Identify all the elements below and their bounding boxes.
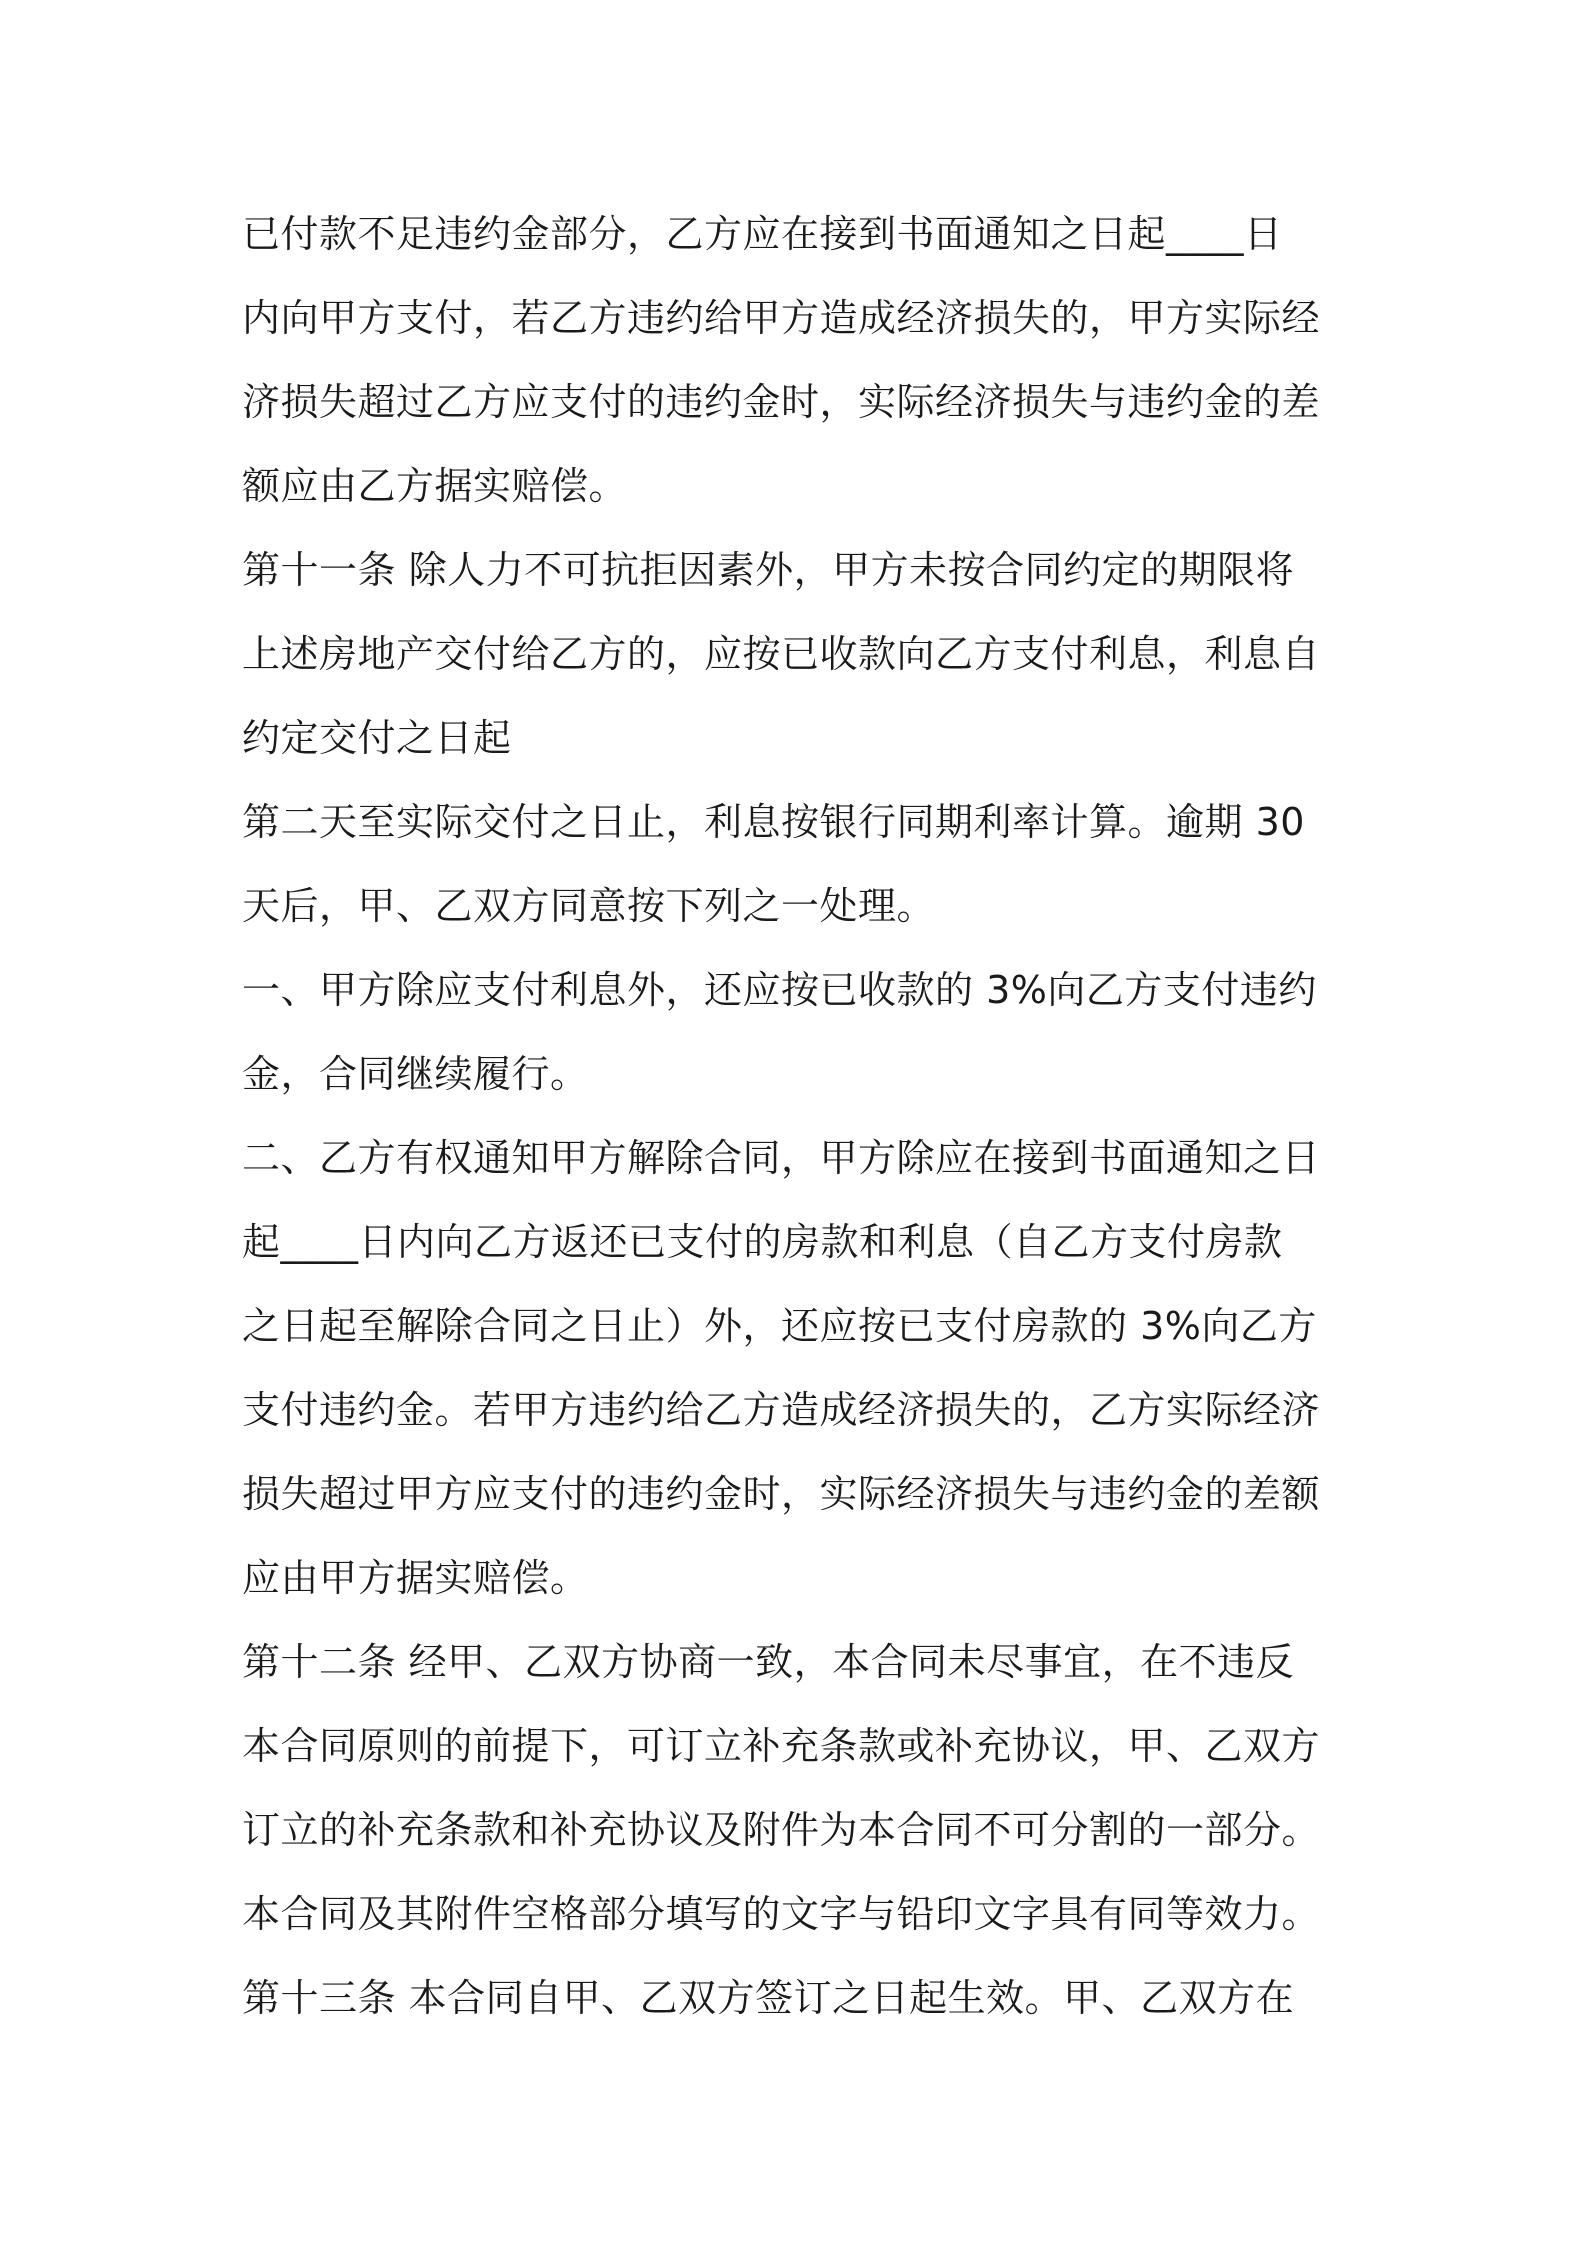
text-line: 第十一条 除人力不可抗拒因素外，甲方未按合同约定的期限将 — [242, 548, 1295, 592]
text-line: 内向甲方支付，若乙方违约给甲方造成经济损失的，甲方实际经 — [242, 296, 1321, 340]
text-line: 损失超过甲方应支付的违约金时，实际经济损失与违约金的差额 — [242, 1472, 1321, 1516]
text-line: 应由甲方据实赔偿。 — [242, 1556, 589, 1600]
text-line: 起____日内向乙方返还已支付的房款和利息（自乙方支付房款 — [242, 1220, 1283, 1264]
text-line: 之日起至解除合同之日止）外，还应按已支付房款的 3%向乙方 — [242, 1304, 1317, 1348]
text-line: 约定交付之日起 — [242, 716, 512, 760]
text-line: 济损失超过乙方应支付的违约金时，实际经济损失与违约金的差 — [242, 380, 1321, 424]
text-line: 支付违约金。若甲方违约给乙方造成经济损失的，乙方实际经济 — [242, 1388, 1321, 1432]
text-line: 天后，甲、乙双方同意按下列之一处理。 — [242, 884, 936, 928]
text-line: 本合同及其附件空格部分填写的文字与铅印文字具有同等效力。 — [242, 1892, 1321, 1936]
text-line: 第十三条 本合同自甲、乙双方签订之日起生效。甲、乙双方在 — [242, 1976, 1295, 2020]
text-line: 额应由乙方据实赔偿。 — [242, 464, 628, 508]
text-line: 二、乙方有权通知甲方解除合同，甲方除应在接到书面通知之日 — [242, 1136, 1321, 1180]
text-line: 第二天至实际交付之日止，利息按银行同期利率计算。逾期 30 — [242, 800, 1305, 844]
text-line: 上述房地产交付给乙方的，应按已收款向乙方支付利息，利息自 — [242, 632, 1321, 676]
text-line: 本合同原则的前提下，可订立补充条款或补充协议，甲、乙双方 — [242, 1724, 1321, 1768]
text-line: 已付款不足违约金部分，乙方应在接到书面通知之日起____日 — [242, 212, 1283, 256]
text-line: 一、甲方除应支付利息外，还应按已收款的 3%向乙方支付违约 — [242, 968, 1317, 1012]
contract-text-body — [242, 192, 1362, 2040]
text-line: 金，合同继续履行。 — [242, 1052, 589, 1096]
text-line: 订立的补充条款和补充协议及附件为本合同不可分割的一部分。 — [242, 1808, 1321, 1852]
text-line: 第十二条 经甲、乙双方协商一致，本合同未尽事宜，在不违反 — [242, 1640, 1295, 1684]
